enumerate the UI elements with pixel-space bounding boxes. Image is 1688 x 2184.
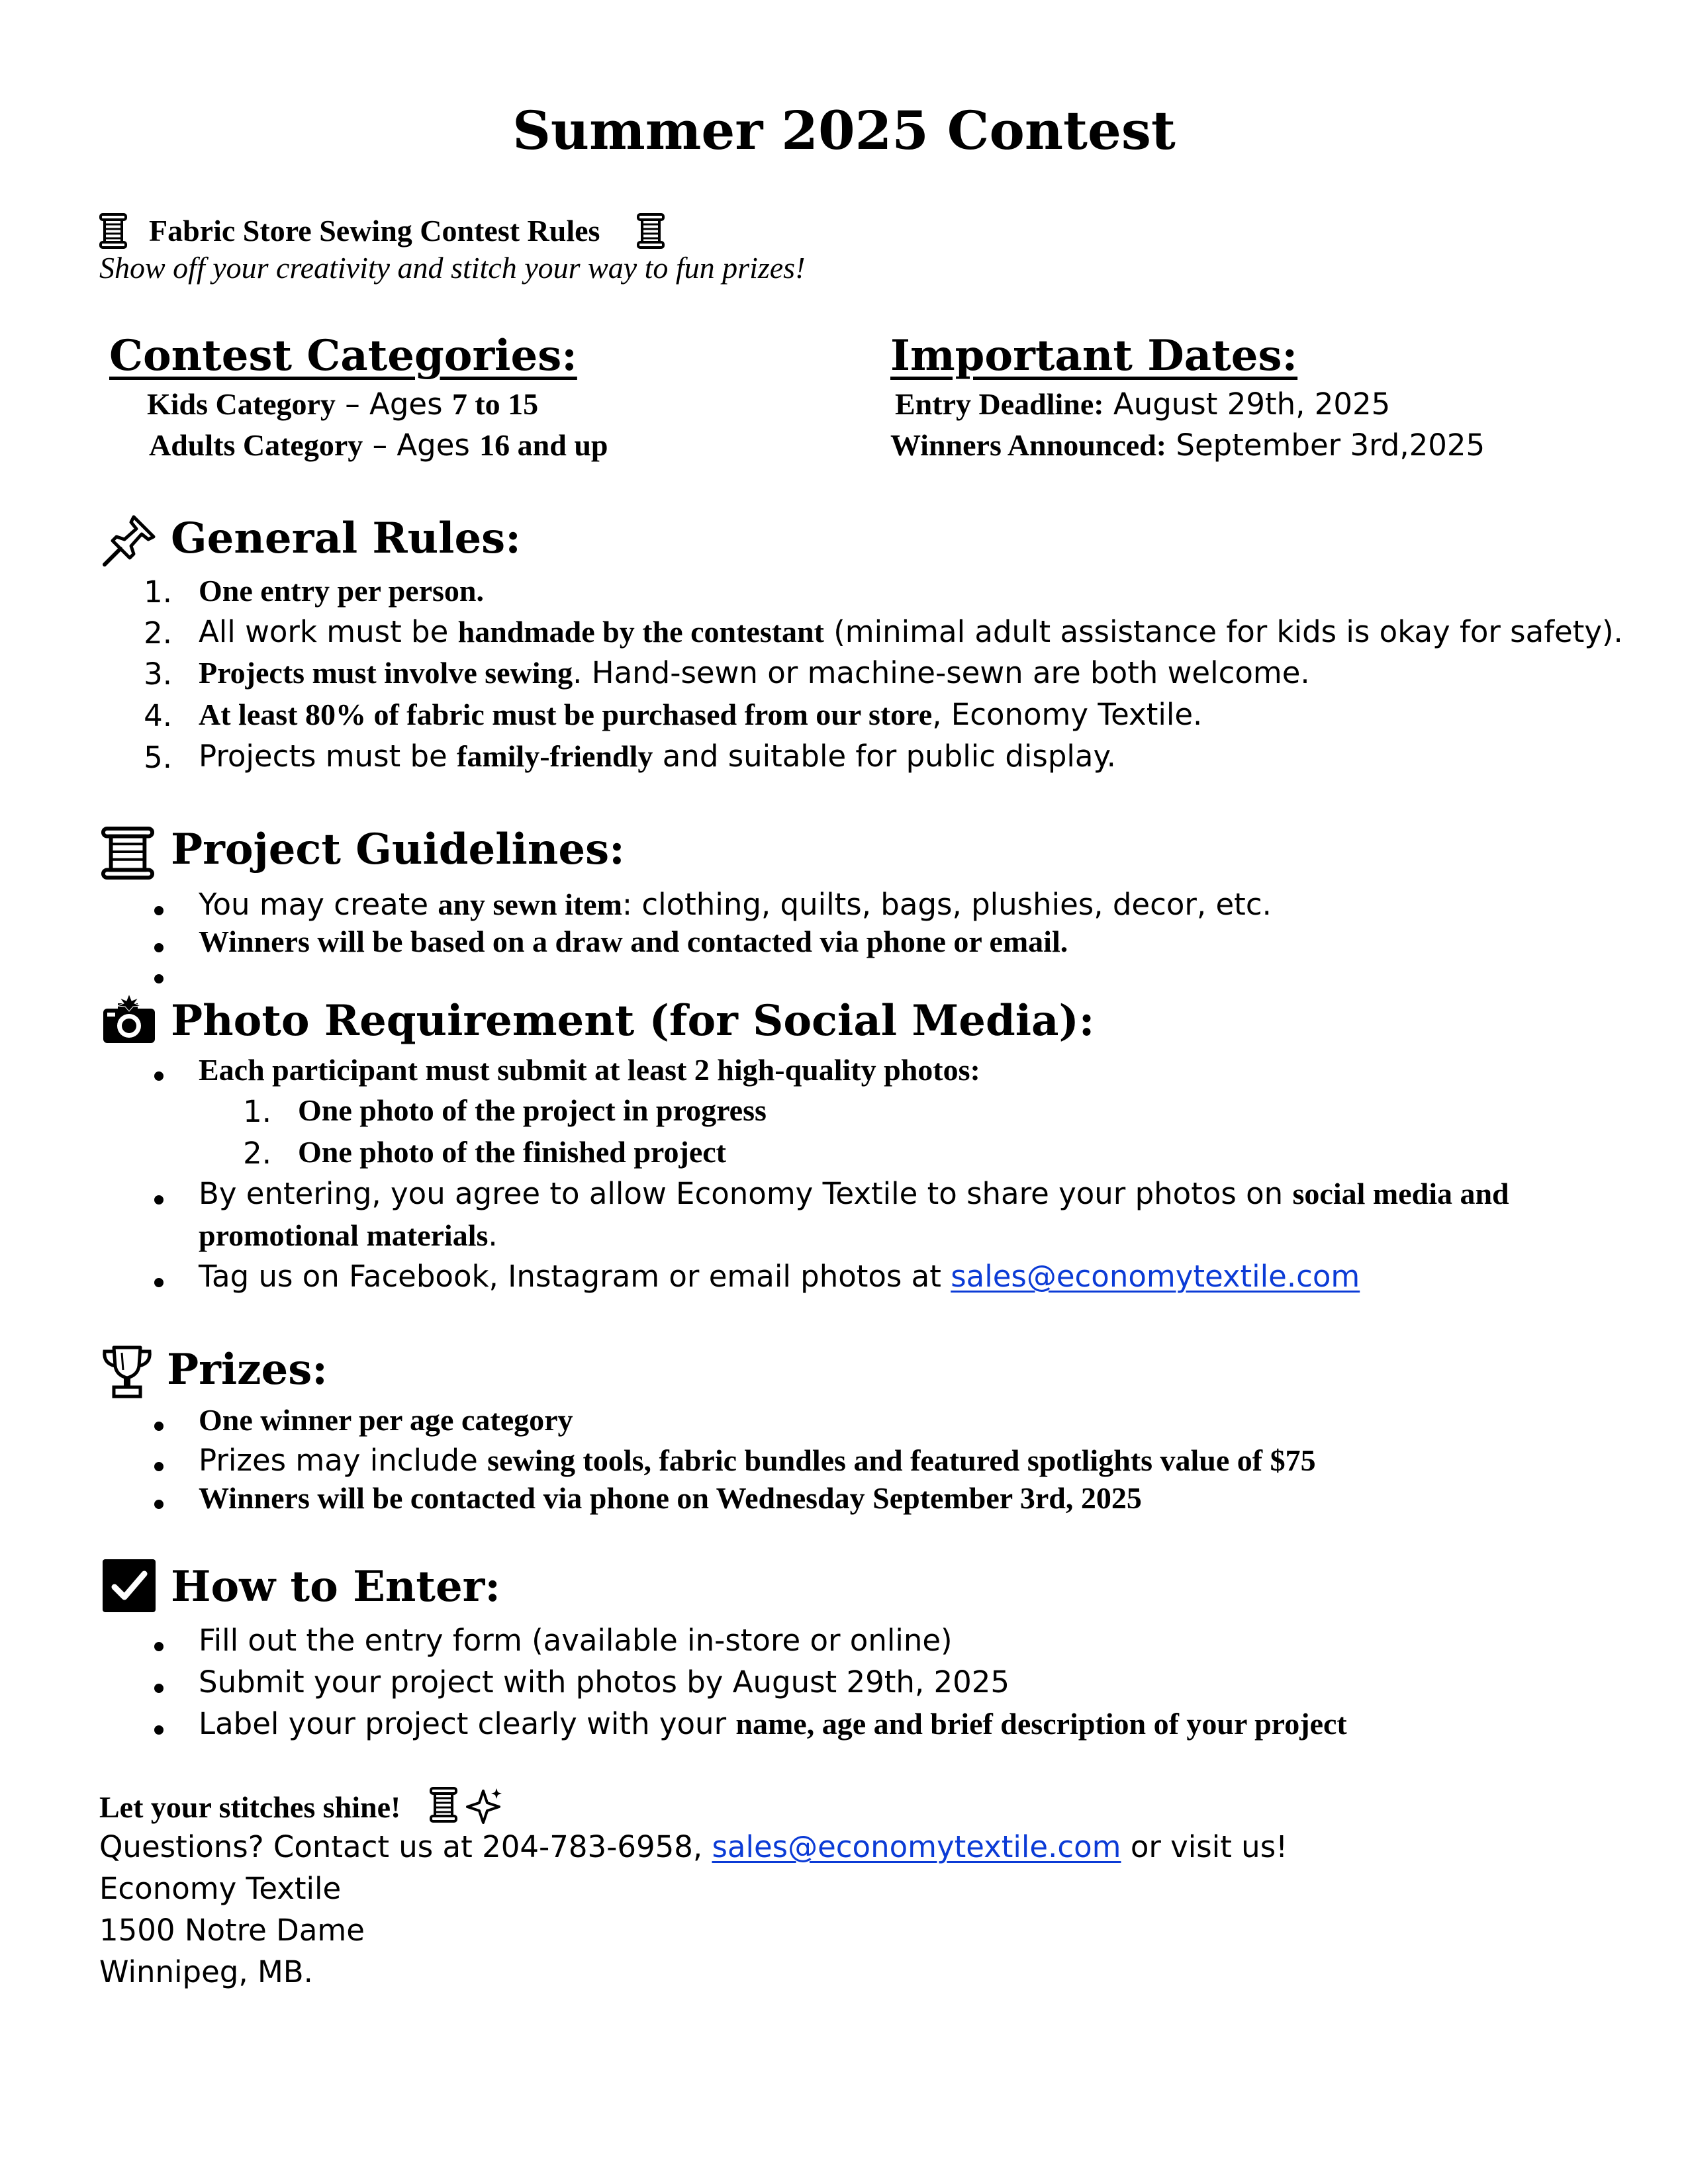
bullet (154, 943, 164, 952)
rule-item: Projects must involve sewing. Hand-sewn or machine-sewn are both welcome. (199, 655, 1310, 690)
enter-item: Submit your project with photos by August 29th, 2025 (199, 1664, 1010, 1700)
prize-item: Winners will be contacted via phone on Wednesday September 3rd, 2025 (199, 1481, 1142, 1515)
bullet (154, 1195, 164, 1205)
trophy-icon (101, 1343, 154, 1399)
rules-subheading: Fabric Store Sewing Contest Rules (149, 214, 600, 248)
photo-requirement-heading: Photo Requirement (for Social Media): (171, 996, 1095, 1046)
bullet (154, 1462, 164, 1471)
spool-of-thread-icon (429, 1787, 458, 1823)
enter-item: Fill out the entry form (available in-store or online) (199, 1623, 953, 1658)
rule-number: 2. (144, 615, 172, 651)
kids-category: Kids Category – Ages 7 to 15 (147, 387, 539, 422)
rule-item: One entry per person. (199, 574, 485, 608)
photo-item-continued: promotional materials. (199, 1218, 498, 1253)
email-link[interactable]: sales@economytextile.com (951, 1259, 1360, 1294)
bullet (154, 1725, 164, 1735)
address-line: Winnipeg, MB. (99, 1954, 313, 1989)
address-line: Economy Textile (99, 1871, 342, 1906)
dates-heading: Important Dates: (890, 331, 1298, 381)
photo-sub-number: 2. (243, 1136, 271, 1171)
photo-item: Each participant must submit at least 2 high-quality photos: (199, 1053, 980, 1087)
spool-of-thread-icon (637, 213, 665, 249)
sparkles-icon (463, 1787, 503, 1824)
rule-number: 4. (144, 698, 172, 733)
tagline: Show off your creativity and stitch your way to fun prizes! (99, 251, 806, 285)
adults-category: Adults Category – Ages 16 and up (149, 428, 608, 463)
photo-item: Tag us on Facebook, Instagram or email photos at sales@economytextile.com (199, 1259, 1360, 1294)
page-title: Summer 2025 Contest (512, 99, 1176, 161)
prizes-heading: Prizes: (167, 1345, 328, 1394)
bullet (154, 1684, 164, 1693)
prize-item: Prizes may include sewing tools, fabric bundles and featured spotlights value of $75 (199, 1443, 1316, 1478)
general-rules-heading: General Rules: (171, 514, 521, 563)
project-guidelines-heading: Project Guidelines: (171, 825, 625, 874)
rule-item: Projects must be family-friendly and suitable for public display. (199, 739, 1116, 774)
rule-number: 5. (144, 740, 172, 775)
bullet (154, 1071, 164, 1081)
prize-item: One winner per age category (199, 1403, 573, 1437)
shine-line: Let your stitches shine! (99, 1790, 401, 1824)
bullet (154, 1642, 164, 1651)
photo-sub-item: One photo of the finished project (298, 1135, 726, 1169)
address-line: 1500 Notre Dame (99, 1913, 365, 1948)
how-to-enter-heading: How to Enter: (171, 1562, 500, 1612)
bullet (154, 906, 164, 915)
guideline-item: You may create any sewn item: clothing, quilts, bags, plushies, decor, etc. (199, 887, 1272, 922)
bullet (154, 974, 164, 983)
categories-heading: Contest Categories: (109, 331, 577, 381)
check-mark-box-icon (103, 1559, 156, 1612)
questions-line: Questions? Contact us at 204-783-6958, sales@economytextile.com or visit us! (99, 1829, 1288, 1864)
entry-deadline: Entry Deadline: August 29th, 2025 (895, 387, 1391, 422)
enter-item: Label your project clearly with your name, age and brief description of your project (199, 1706, 1347, 1741)
winners-announced: Winners Announced: September 3rd,2025 (890, 428, 1485, 463)
rule-number: 3. (144, 657, 172, 692)
guideline-item: Winners will be based on a draw and contacted via phone or email. (199, 925, 1068, 958)
rule-number: 1. (144, 574, 172, 610)
photo-item: By entering, you agree to allow Economy Textile to share your photos on social media and (199, 1176, 1509, 1211)
email-link[interactable]: sales@economytextile.com (712, 1829, 1121, 1864)
bullet (154, 1422, 164, 1431)
pushpin-icon (101, 513, 158, 567)
bullet (154, 1500, 164, 1509)
photo-sub-number: 1. (243, 1094, 271, 1129)
rule-item: All work must be handmade by the contestant (minimal adult assistance for kids is okay for safety). (199, 614, 1623, 649)
bullet (154, 1278, 164, 1287)
photo-sub-item: One photo of the project in progress (298, 1093, 767, 1127)
spool-of-thread-icon (101, 826, 155, 880)
spool-of-thread-icon (99, 213, 127, 249)
camera-with-flash-icon (101, 993, 158, 1046)
rule-item: At least 80% of fabric must be purchased from our store, Economy Textile. (199, 697, 1203, 732)
